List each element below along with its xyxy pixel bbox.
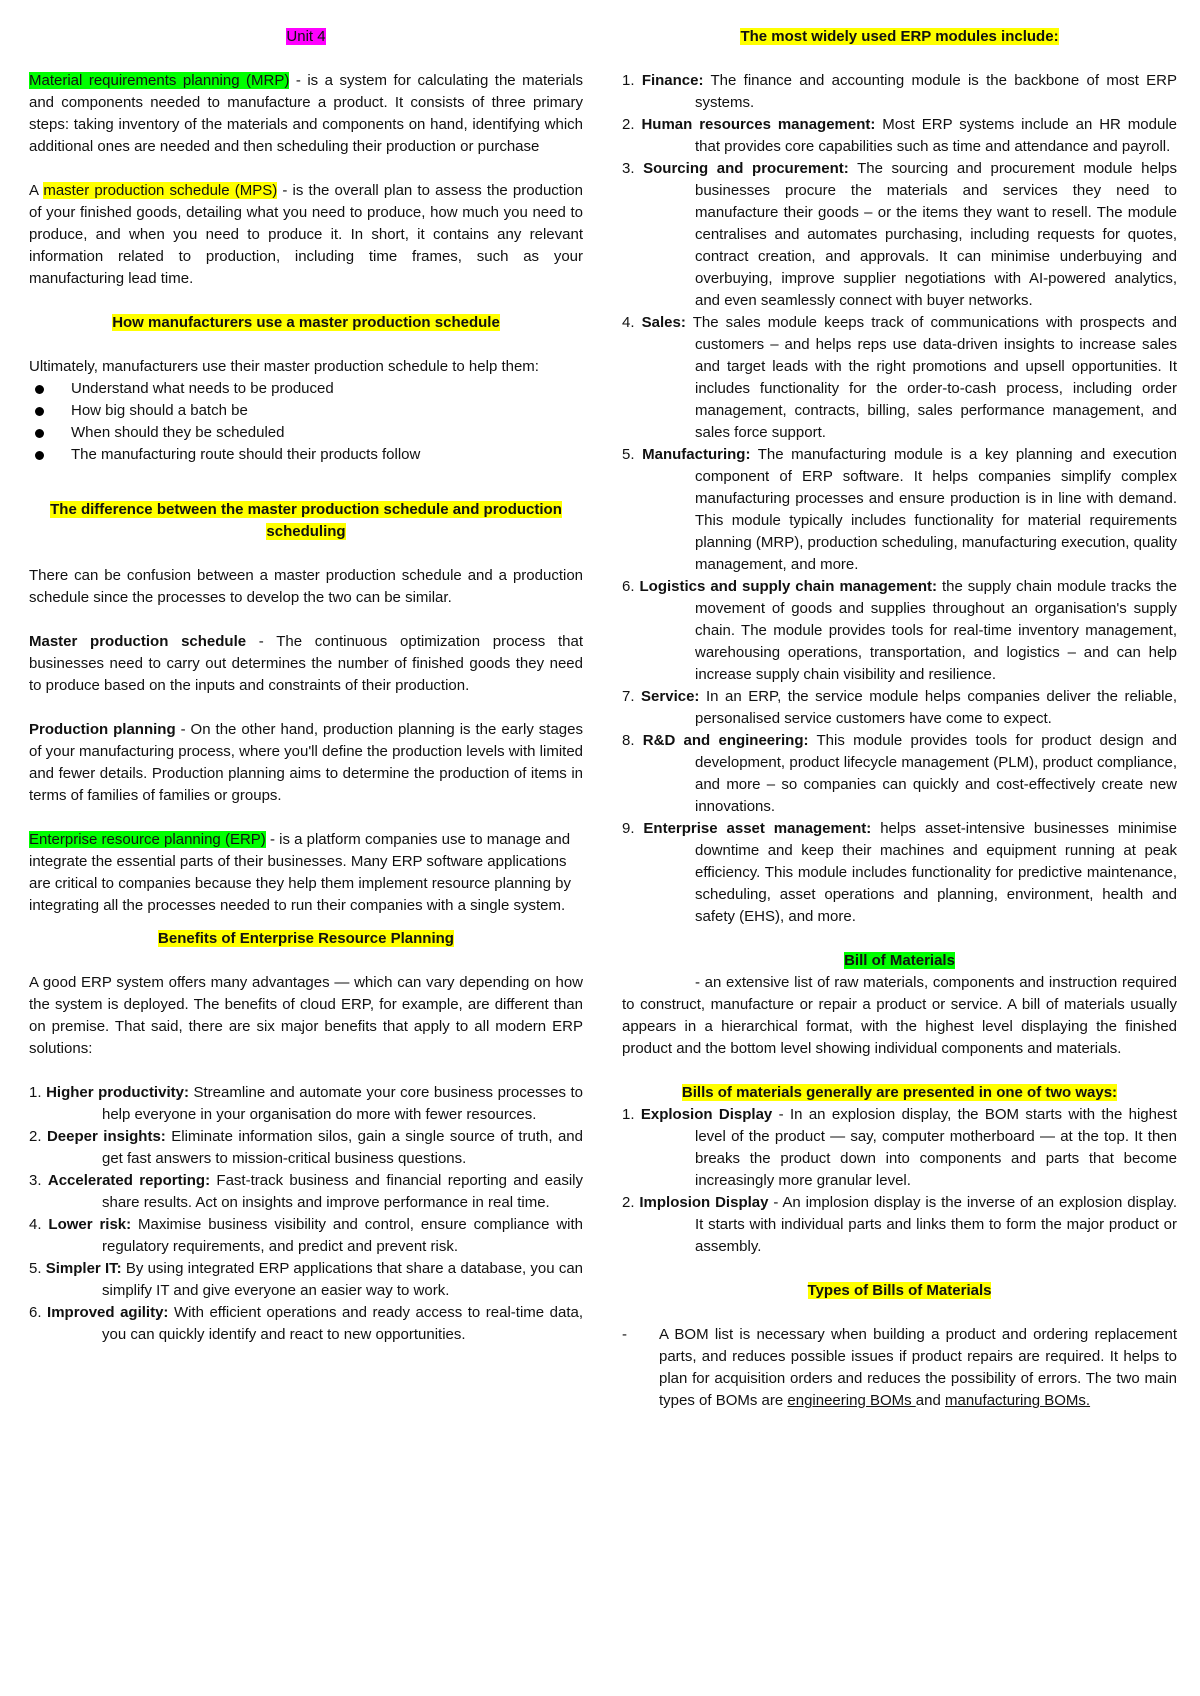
list-item: - A BOM list is necessary when building a product and ordering replacement parts, and reduces possible issues if product repairs are required. It helps to plan for acquisition orders and reduces the possibility of errors. The two main types of BOMs are engineering BOMs and manufacturing BOMs.	[622, 1326, 1177, 1409]
benefits-heading: Benefits of Enterprise Resource Planning	[158, 930, 454, 947]
mps-paragraph: A master production schedule (MPS) - is the overall plan to assess the production of your finished goods, detailing what you need to produce, how much you need to produce, and when you need to produce it. In short, it contains any relevant information related to production, including time frames, such as your manufacturing lead time.	[29, 182, 583, 287]
unit-title: Unit 4	[286, 28, 326, 45]
list-item: 4. Sales: The sales module keeps track of communications with prospects and customers – and helps reps use data-driven insights to increase sales and target leads with the right promotions and upsell opportunities. It includes functionality for the order-to-cash process, including order management, contracts, billing, sales performance management, and sales force support.	[622, 314, 1177, 441]
bom-ways-list	[622, 1104, 1177, 1258]
difference-heading: The difference between the master production schedule and production scheduling	[50, 501, 562, 540]
how-heading: How manufacturers use a master production schedule	[112, 314, 500, 331]
production-planning-definition: Production planning - On the other hand, production planning is the early stages of your manufacturing process, where you'll define the production levels with limited and fewer details. Production planning aims to determine the production of items in terms of families of families or groups.	[29, 721, 583, 804]
benefits-intro: A good ERP system offers many advantages — which can vary depending on how the system is deployed. The benefits of cloud ERP, for example, are different than on premise. That said, there are six major benefits that apply to all modern ERP solutions:	[29, 974, 583, 1057]
engineering-boms-link[interactable]: engineering BOMs	[787, 1392, 916, 1409]
mps-term: master production schedule (MPS)	[43, 182, 278, 199]
list-item: 5. Manufacturing: The manufacturing module is a key planning and execution component of ERP software. It helps companies simplify complex manufacturing processes and ensure production is in line with demand. This module typically includes functionality for material requirements planning (MRP), production scheduling, manufacturing execution, quality management, and more.	[622, 446, 1178, 573]
benefits-list	[29, 1082, 583, 1346]
bom-definition: - an extensive list of raw materials, components and instruction required to construct, manufacture or repair a product or service. A bill of materials usually appears in a hierarchical format, with the highest level displaying the finished product and the bottom level showing individual components and materials.	[622, 974, 1177, 1057]
right-column	[622, 26, 1177, 1412]
list-item: The manufacturing route should their products follow	[29, 444, 583, 466]
list-item: 3. Sourcing and procurement: The sourcing and procurement module helps businesses procure the materials and services they need to manufacture their goods – or the items they want to resell. The module centralises and automates purchasing, including requests for quotes, contract creation, and approvals. It can minimise underbuying and overbuying, improve supplier negotiations with AI-powered analytics, and even seamlessly connect with buyer networks.	[622, 160, 1177, 309]
list-item: Understand what needs to be produced	[29, 378, 583, 400]
list-item: 3. Accelerated reporting: Fast-track business and financial reporting and easily share results. Act on insights and improve performance in real time.	[29, 1172, 583, 1211]
list-item: 6. Logistics and supply chain management: the supply chain module tracks the movement of goods and supplies throughout an organisation's supply chain. The module provides tools for real-time inventory management, warehousing operations, transportation, and logistics – and can help increase supply chain visibility and resilience.	[622, 578, 1177, 683]
bullet-icon	[35, 407, 44, 416]
modules-heading: The most widely used ERP modules include:	[740, 28, 1059, 45]
left-column	[29, 26, 583, 1346]
mrp-term: Material requirements planning (MRP)	[29, 72, 290, 89]
mps-definition: Master production schedule - The continuous optimization process that businesses need to carry out determines the number of finished goods they need to produce based on the inputs and constraints of their production.	[29, 633, 583, 694]
list-item: How big should a batch be	[29, 400, 583, 422]
how-intro: Ultimately, manufacturers use their master production schedule to help them:	[29, 358, 539, 375]
manufacturing-boms-link[interactable]: manufacturing BOMs.	[945, 1392, 1091, 1409]
difference-intro: There can be confusion between a master production schedule and a production schedule since the processes to develop the two can be similar.	[29, 567, 583, 606]
erp-term: Enterprise resource planning (ERP)	[29, 831, 266, 848]
list-item: 2. Deeper insights: Eliminate information silos, gain a single source of truth, and get fast answers to mission-critical business questions.	[29, 1128, 583, 1167]
list-item: 2. Implosion Display - An implosion display is the inverse of an explosion display. It starts with individual parts and links them to form the major product or assembly.	[622, 1194, 1177, 1255]
list-item: 8. R&D and engineering: This module provides tools for product design and development, product lifecycle management (PLM), product compliance, and more – so companies can quickly and cost-effectively create new innovations.	[622, 732, 1177, 815]
modules-list	[622, 70, 1177, 928]
list-item: 7. Service: In an ERP, the service module helps companies deliver the reliable, personalised service customers have come to expect.	[622, 688, 1178, 727]
bom-types-list	[622, 1324, 1177, 1412]
mrp-paragraph: Material requirements planning (MRP) - is a system for calculating the materials and components needed to manufacture a product. It consists of three primary steps: taking inventory of the materials and components on hand, identifying which additional ones are needed and then scheduling their production or purchase	[29, 72, 583, 155]
bom-ways-heading: Bills of materials generally are presented in one of two ways:	[681, 1084, 1118, 1101]
bom-types-heading: Types of Bills of Materials	[807, 1282, 992, 1299]
list-item: When should they be scheduled	[29, 422, 583, 444]
list-item: 9. Enterprise asset management: helps asset-intensive businesses minimise downtime and keep their machines and equipment running at peak efficiency. This module includes functionality for predictive maintenance, scheduling, asset operations and planning, environment, health and safety (EHS), and more.	[622, 820, 1178, 925]
how-bullet-list	[29, 378, 583, 466]
list-item: 5. Simpler IT: By using integrated ERP applications that share a database, you can simplify IT and give everyone an easier way to work.	[29, 1260, 583, 1299]
bullet-icon	[35, 385, 44, 394]
erp-paragraph: Enterprise resource planning (ERP) - is a platform companies use to manage and integrate the essential parts of their businesses. Many ERP software applications are critical to companies because they help them implement resource planning by integrating all the processes needed to run their companies with a single system.	[29, 831, 571, 914]
list-item: 1. Higher productivity: Streamline and automate your core business processes to help everyone in your organisation do more with fewer resources.	[29, 1084, 583, 1123]
list-item: 4. Lower risk: Maximise business visibility and control, ensure compliance with regulatory requirements, and predict and prevent risk.	[29, 1216, 583, 1255]
bullet-icon	[35, 451, 44, 460]
bullet-icon	[35, 429, 44, 438]
list-item: 1. Finance: The finance and accounting module is the backbone of most ERP systems.	[622, 72, 1177, 111]
list-item: 1. Explosion Display - In an explosion display, the BOM starts with the highest level of the product — say, computer motherboard — at the top. It then breaks the product down into components and parts that become increasingly more granular level.	[622, 1106, 1178, 1189]
list-item: 6. Improved agility: With efficient operations and ready access to real-time data, you can quickly identify and react to new opportunities.	[29, 1304, 583, 1343]
bom-heading: Bill of Materials	[844, 952, 955, 969]
list-item: 2. Human resources management: Most ERP systems include an HR module that provides core capabilities such as time and attendance and payroll.	[622, 116, 1178, 155]
